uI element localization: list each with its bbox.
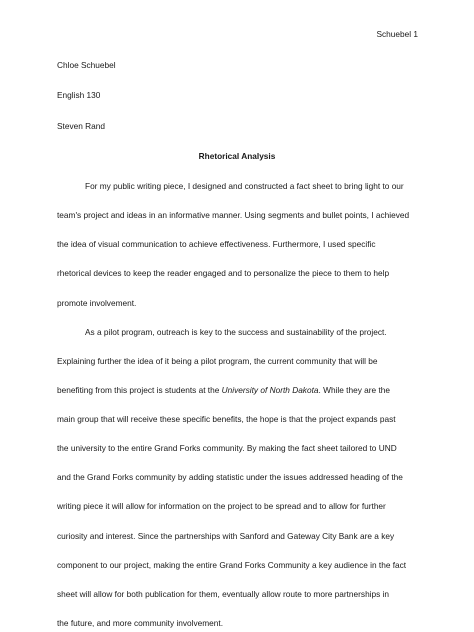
paragraph-2-line: curiosity and interest. Since the partnerships with Sanford and Gateway City Bank are a key	[57, 531, 395, 541]
course-name: English 130	[57, 90, 101, 100]
paragraph-2-line: main group that will receive these specific benefits, the hope is that the project expands past	[57, 414, 396, 424]
paragraph-2-line: sheet will allow for both publication for them, eventually allow route to more partnerships in	[57, 589, 390, 599]
paragraph-2-line: Explaining further the idea of it being a pilot program, the current community that will be	[57, 356, 378, 366]
paragraph-1-line: For my public writing piece, I designed and constructed a fact sheet to bring light to our	[85, 181, 404, 191]
paragraph-2-line	[57, 385, 390, 395]
paragraph-2-line: component to our project, making the entire Grand Forks Community a key audience in the fact	[57, 560, 407, 570]
paragraph-2-line: the university to the entire Grand Forks community. By making the fact sheet tailored to UND	[57, 443, 397, 453]
paragraph-1-line: the idea of visual communication to achieve effectiveness. Furthermore, I used specific	[57, 239, 376, 249]
running-header: Schuebel 1	[376, 29, 418, 39]
paragraph-1-line: promote involvement.	[57, 298, 137, 308]
instructor-name: Steven Rand	[57, 121, 105, 131]
line-text: benefiting from this project is students at the	[57, 385, 222, 395]
paragraph-1-line: rhetorical devices to keep the reader engaged and to personalize the piece to them to help	[57, 268, 390, 278]
document-title: Rhetorical Analysis	[198, 151, 276, 161]
paragraph-1-line: team's project and ideas in an informative manner. Using segments and bullet points, I achieved	[57, 210, 410, 220]
paragraph-2-line: As a pilot program, outreach is key to the success and sustainability of the project.	[85, 327, 387, 337]
author-name: Chloe Schuebel	[57, 60, 116, 70]
paragraph-2-line: and the Grand Forks community by adding statistic under the issues addressed heading of the	[57, 472, 403, 482]
line-text: . While they are the	[318, 385, 390, 395]
paragraph-2-line: the future, and more community involvement.	[57, 618, 224, 628]
paragraph-2-line: writing piece it will allow for information on the project to be spread and to allow for further	[57, 501, 386, 511]
university-name-italic: University of North Dakota	[221, 385, 319, 395]
